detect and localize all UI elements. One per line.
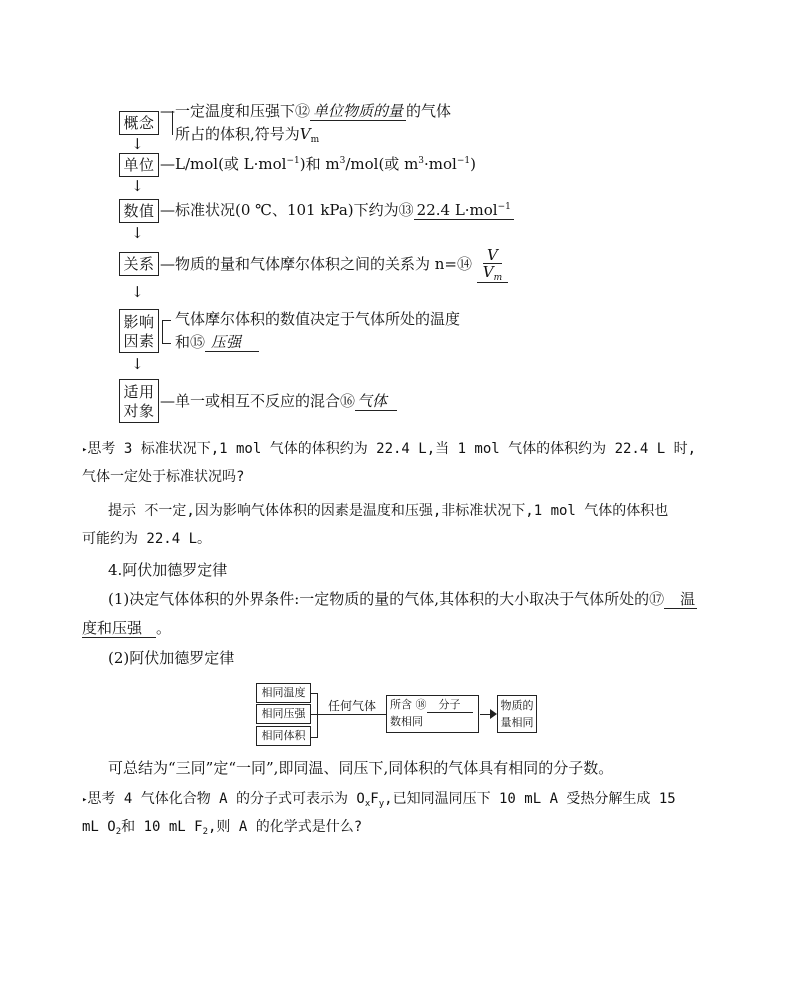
flow-label-unit: 单位 <box>119 153 159 177</box>
flow-bracket-factors <box>162 320 171 344</box>
flow-arrow-1: ↓ <box>131 135 144 153</box>
think3-question-line2: 气体一定处于标准状况吗? <box>82 469 245 485</box>
summary-text: 可总结为“三同”定“一同”,即同温、同压下,同体积的气体具有相同的分子数。 <box>108 759 614 777</box>
section4-p1-line2: 度和压强 。 <box>82 619 172 637</box>
flow-arrow-2: ↓ <box>131 177 144 195</box>
flow-label-value: 数值 <box>119 199 159 223</box>
flow-label-concept: 概念 <box>119 111 159 135</box>
flow-label-relation: 关系 <box>119 252 159 276</box>
think4-line1: ▸思考 4 气体化合物 A 的分子式可表示为 $O_xF_y$,已知同温同压下 10 mL A 受热分解生成 15 <box>82 791 676 809</box>
condition-box-temperature: 相同温度 <box>256 683 311 703</box>
flow-bracket-top <box>172 111 173 135</box>
section4-heading: 4.阿伏加德罗定律 <box>108 561 228 579</box>
blank-17b: 度和压强 <box>82 619 156 638</box>
flow-scope-text: —单一或相互不反应的混合⑯ 气体 <box>160 391 397 412</box>
connector-mid <box>311 714 317 715</box>
flow-factors-line2: 和⑮ 压强 <box>175 332 259 353</box>
flow-unit-text: —L/mol(或 L·mol$^{-1}$)和 $m^3/mol$(或 $m^3\cdot mol^{-1}$) <box>160 155 476 173</box>
middle-underline <box>326 714 386 715</box>
condition-box-volume: 相同体积 <box>256 726 311 746</box>
result-box-molecules: 所含 ⑱ 分子 数相同 <box>386 695 479 733</box>
flow-label-factors: 影响 因素 <box>119 309 159 353</box>
flow-arrow-3: ↓ <box>131 224 144 242</box>
think3-answer-line1: 提示 不一定,因为影响气体体积的因素是温度和压强,非标准状况下,1 mol 气体的体积也 <box>108 503 669 519</box>
connector-to-middle <box>318 714 326 715</box>
blank-16: 气体 <box>355 392 397 411</box>
blank-12: 单位物质的量 <box>310 102 406 121</box>
connector-bracket <box>311 693 318 738</box>
flow-concept-line1: —一定温度和压强下⑫ 单位物质的量 的气体 <box>160 102 452 120</box>
section4-p2: (2)阿伏加德罗定律 <box>108 649 235 667</box>
final-box-amount: 物质的 量相同 <box>497 695 537 733</box>
flow-arrow-4: ↓ <box>131 283 144 301</box>
think3-answer-line2: 可能约为 22.4 L。 <box>82 531 212 547</box>
flow-value-text: —标准状况(0 ℃、101 kPa)下约为⑬ 22.4 L·mol$^{-1}$ <box>160 200 514 221</box>
flow-concept-line2: 所占的体积,符号为$V_m$ <box>175 125 320 145</box>
condition-box-pressure: 相同压强 <box>256 704 311 724</box>
arrow-head-icon <box>490 709 497 719</box>
middle-label: 任何气体 <box>328 699 377 713</box>
flow-factors-line1: 气体摩尔体积的数值决定于气体所处的温度 <box>175 310 461 328</box>
section4-p1-line1: (1)决定气体体积的外界条件:一定物质的量的气体,其体积的大小取决于气体所处的⑰ 温 <box>108 590 696 608</box>
think3-question-line1: ▸思考 3 标准状况下,1 mol 气体的体积约为 22.4 L,当 1 mol 气体的体积约为 22.4 L 时, <box>82 441 696 457</box>
flow-arrow-5: ↓ <box>131 355 144 373</box>
flow-label-scope: 适用 对象 <box>119 379 159 423</box>
blank-17a: 温 <box>664 590 697 609</box>
blank-14-fraction: $\frac{V}{V_m}$ <box>477 247 508 283</box>
think4-line2: mL $O_2$和 10 mL $F_2$,则 A 的化学式是什么? <box>82 819 363 837</box>
blank-18: 分子 <box>427 698 473 713</box>
blank-15: 压强 <box>205 333 259 352</box>
flow-relation-text: —物质的量和气体摩尔体积之间的关系为 n=⑭ $\frac{V}{V_m}$ <box>160 244 508 284</box>
blank-13: 22.4 L·mol$^{-1}$ <box>414 201 514 220</box>
